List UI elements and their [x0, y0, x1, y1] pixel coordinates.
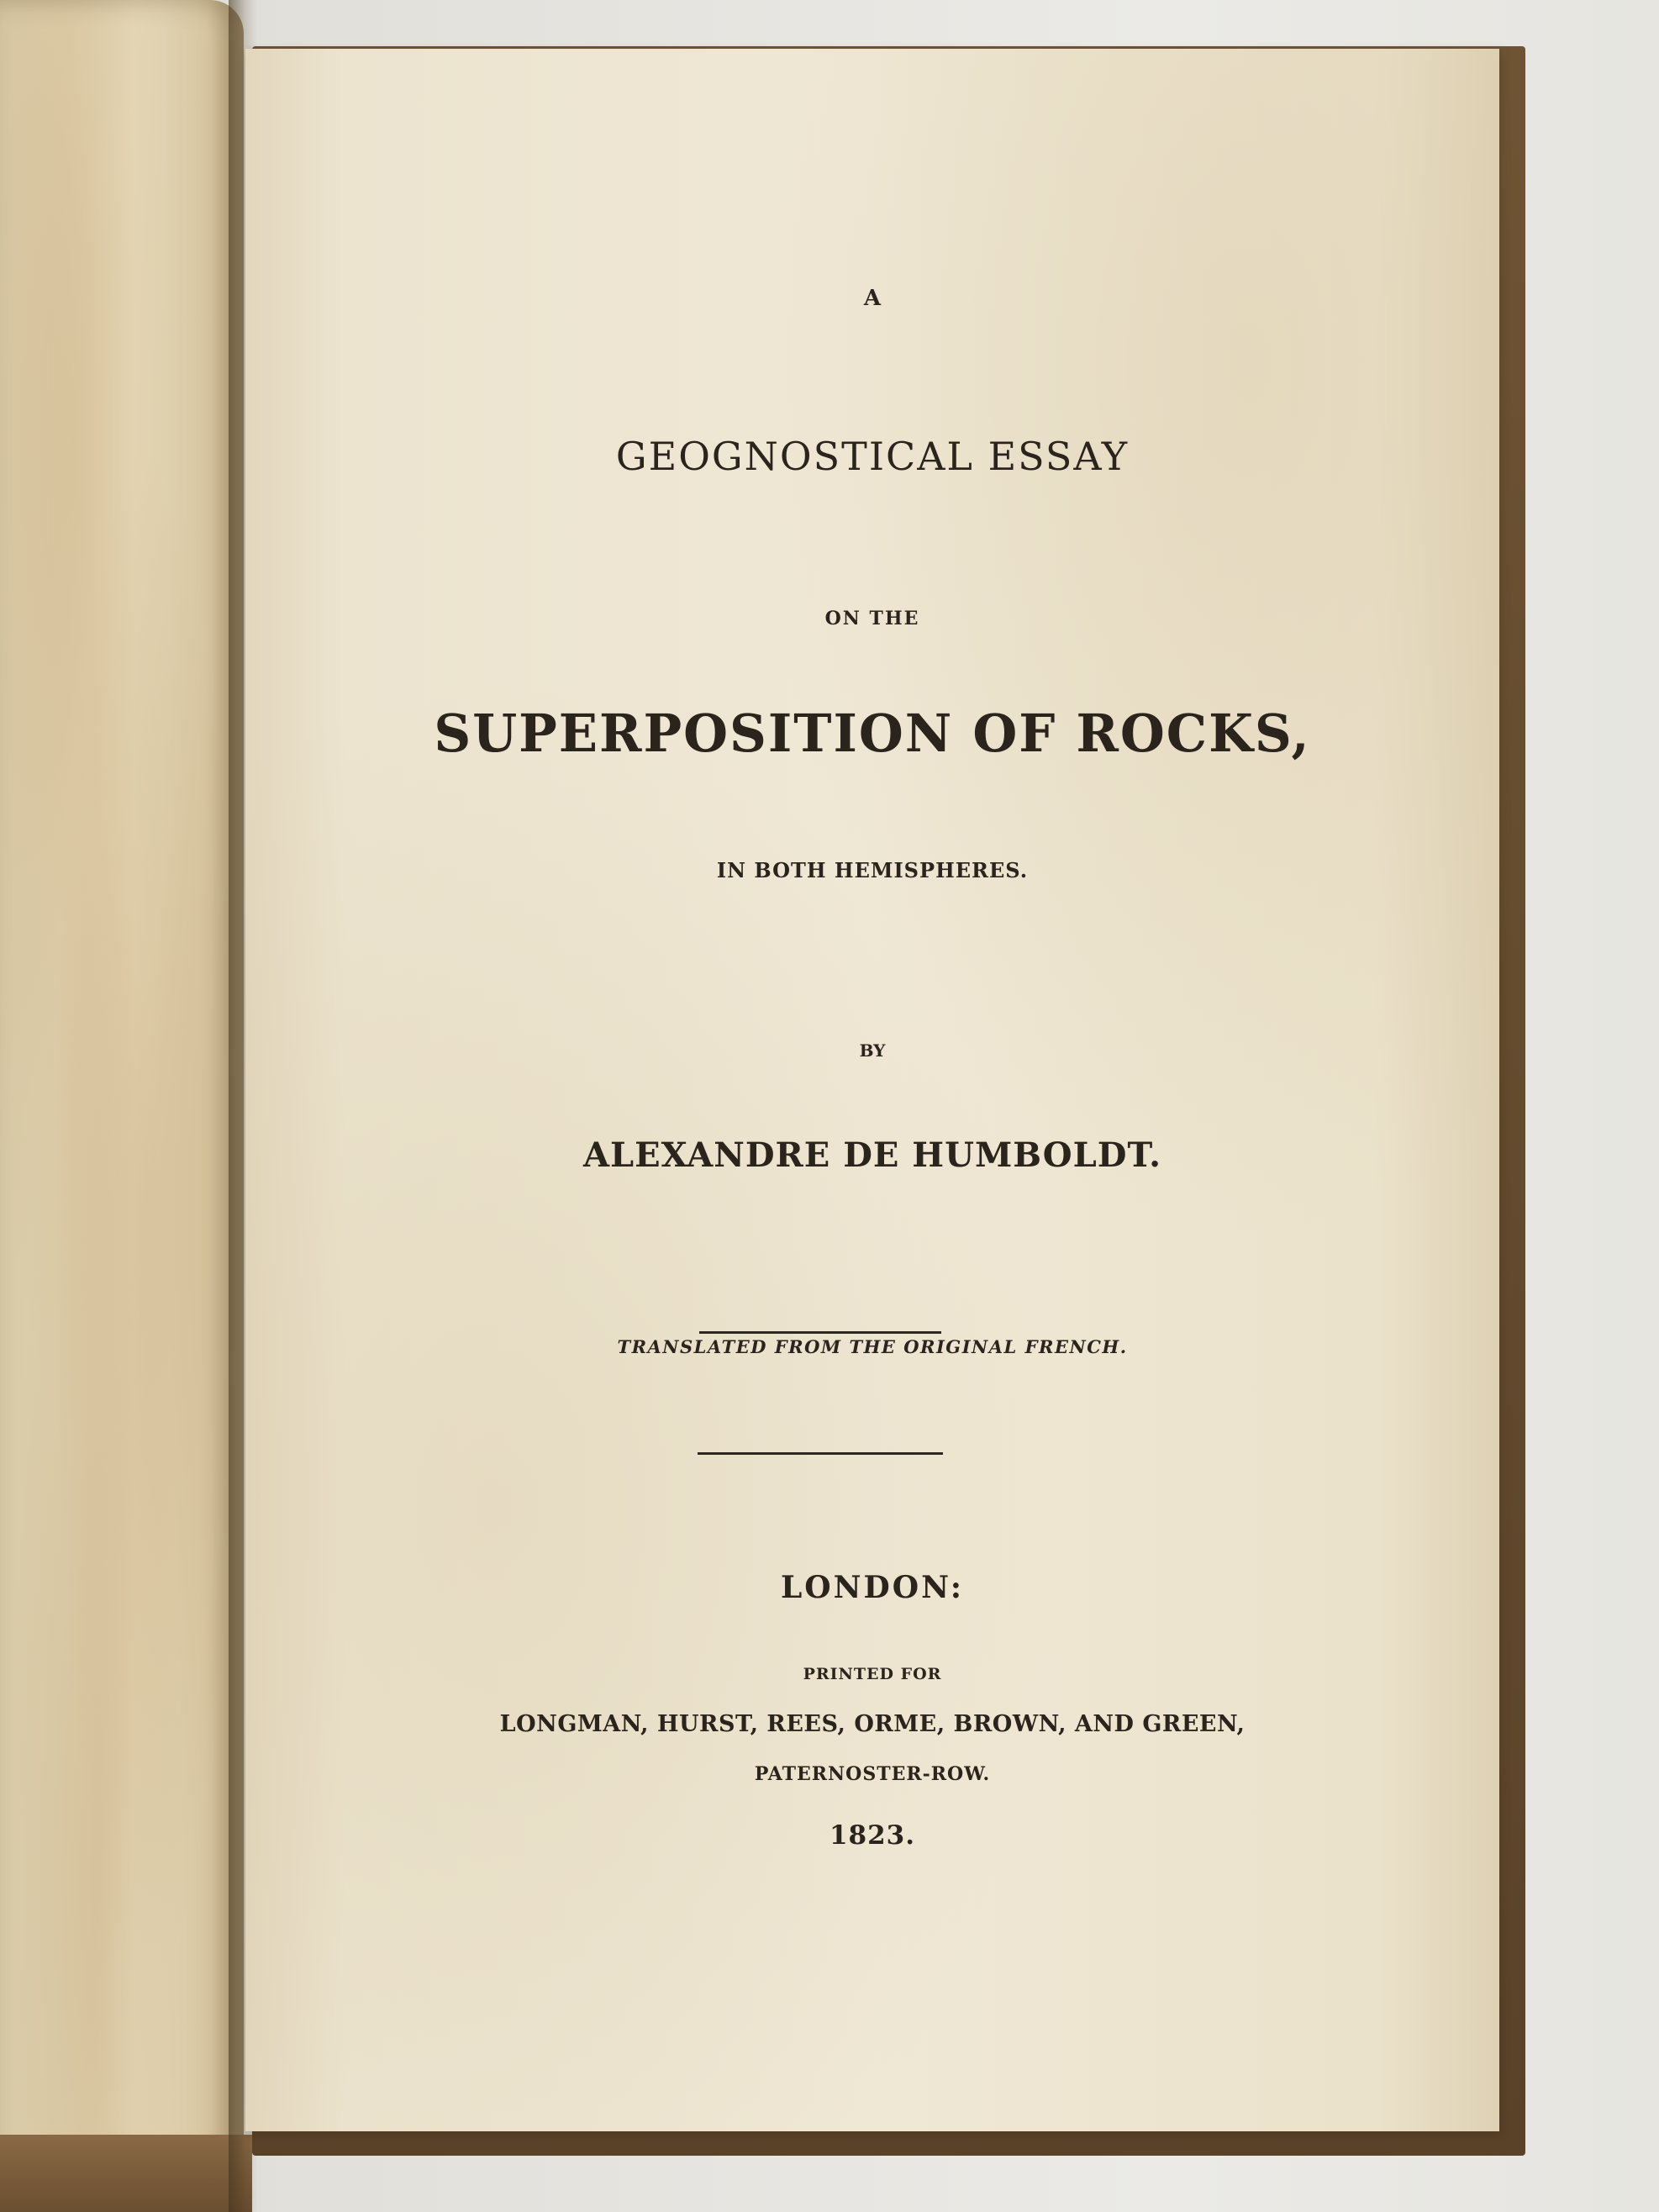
- imprint-address: PATERNOSTER-ROW.: [754, 1763, 991, 1785]
- main-title: SUPERPOSITION OF ROCKS,: [434, 703, 1311, 764]
- title-article: A: [863, 286, 882, 311]
- subtitle: IN BOTH HEMISPHERES.: [716, 858, 1029, 882]
- lower-divider-rule: [698, 1452, 943, 1455]
- by-line: BY: [859, 1040, 886, 1061]
- left-cover-edge: [0, 2135, 252, 2212]
- imprint-publishers: LONGMAN, HURST, REES, ORME, BROWN, AND GREEN,: [499, 1711, 1246, 1737]
- title-connector: ON THE: [824, 608, 920, 629]
- translation-note: TRANSLATED FROM THE ORIGINAL FRENCH.: [617, 1336, 1128, 1357]
- author-name: ALEXANDRE DE HUMBOLDT.: [583, 1135, 1161, 1175]
- imprint-year: 1823.: [829, 1820, 916, 1851]
- imprint-printed-for: PRINTED FOR: [803, 1665, 942, 1683]
- left-page: [0, 0, 244, 2212]
- upper-divider-rule: [699, 1331, 941, 1334]
- imprint-city: LONDON:: [780, 1570, 965, 1605]
- title-page: [245, 49, 1499, 2131]
- essay-title: GEOGNOSTICAL ESSAY: [615, 434, 1130, 479]
